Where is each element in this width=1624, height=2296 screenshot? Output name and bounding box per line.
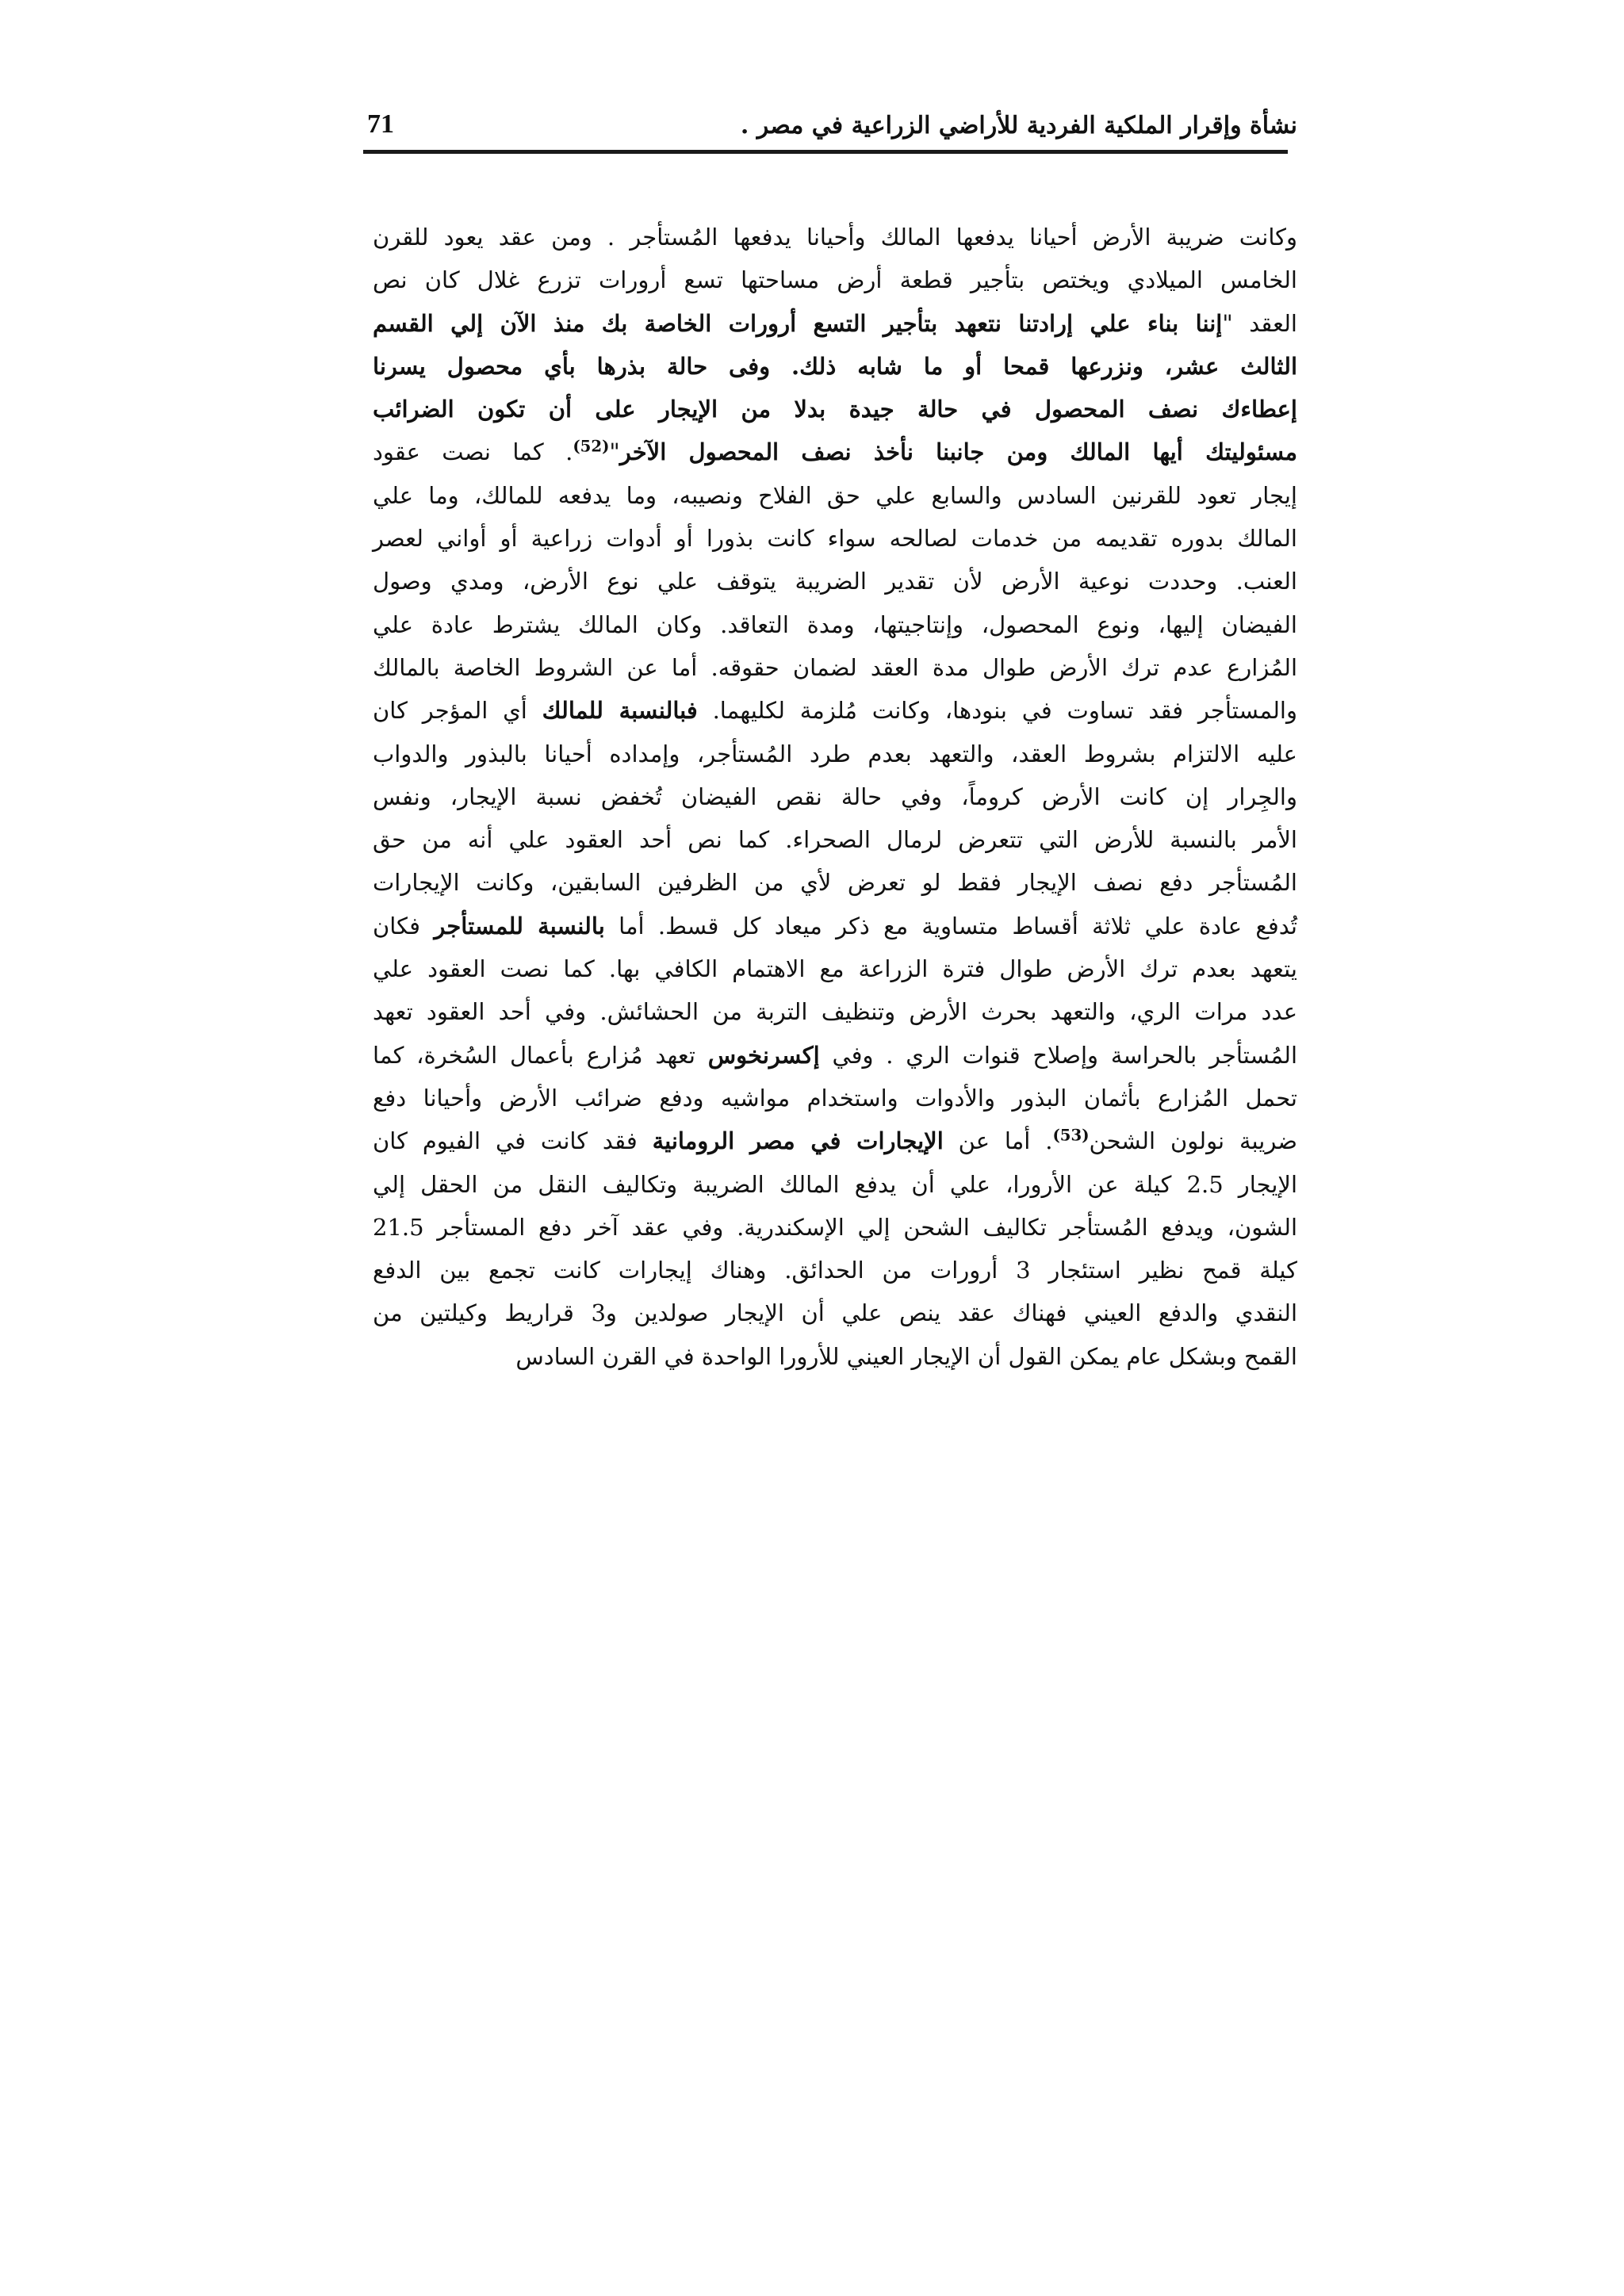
text-line: الأمر بالنسبة للأرض التي تتعرض لرمال الصحراء. كما نص أحد العقود علي أنه من حق [373, 826, 1297, 854]
text-line: القمح وبشكل عام يمكن القول أن الإيجار العيني للأرورا الواحدة في القرن السادس [515, 1342, 1297, 1370]
text-line: الإيجار 2.5 كيلة عن الأرورا، علي أن يدفع المالك الضريبة وتكاليف النقل من الحقل إلي [373, 1170, 1297, 1198]
text-line: والجِرار إن كانت الأرض كروماً، وفي حالة نقص الفيضان تُخفض نسبة الإيجار، ونفس [373, 783, 1297, 810]
text-line: يتعهد بعدم ترك الأرض طوال فترة الزراعة مع الاهتمام الكافي بها. كما نصت العقود علي [373, 955, 1297, 983]
text-run: ضريبة نولون الشحن [1089, 1127, 1297, 1155]
emphasis-text: الإيجارات في مصر الرومانية [652, 1127, 944, 1155]
text-line: الخامس الميلادي ويختص بتأجير قطعة أرض مساحتها تسع أرورات تزرع غلال كان نص [373, 266, 1297, 294]
text-run: والمستأجر فقد تساوت في بنودها، وكانت مُلزمة لكليهما. [697, 697, 1297, 725]
emphasis-text: إكسرنخوس [707, 1041, 820, 1069]
text-line: المُستأجر دفع نصف الإيجار فقط لو تعرض لأي من الظرفين السابقين، وكانت الإيجارات [373, 869, 1297, 897]
quoted-contract-text: إعطاءك نصف المحصول في حالة جيدة بدلا من الإيجار على أن تكون الضرائب [373, 396, 1297, 423]
text-line: العنب. وحددت نوعية الأرض لأن تقدير الضريبة يتوقف علي نوع الأرض، ومدي وصول [373, 568, 1297, 595]
text-line: عليه الالتزام بشروط العقد، والتعهد بعدم طرد المُستأجر، وإمداده أحيانا بالبذور والدواب [373, 740, 1297, 767]
text-line: المالك بدوره تقديمه من خدمات لصالحه سواء كانت بذورا أو أدوات زراعية أو أواني لعصر [373, 525, 1297, 553]
text-line: تحمل المُزارع بأثمان البذور والأدوات واستخدام مواشيه ودفع ضرائب الأرض وأحيانا دفع [373, 1084, 1297, 1112]
emphasis-text: فبالنسبة للمالك [542, 697, 698, 725]
quoted-contract-text: الثالث عشر، ونزرعها قمحا أو ما شابه ذلك. وفى حالة بذرها بأي محصول يسرنا [373, 352, 1297, 380]
text-line: الفيضان إليها، ونوع المحصول، وإنتاجيتها، ومدة التعاقد. وكان المالك يشترط عادة علي [373, 610, 1297, 638]
text-run: فكان [373, 912, 435, 939]
text-run: العقد " [1222, 309, 1297, 337]
header-divider [363, 150, 1288, 154]
text-line: المُزارع عدم ترك الأرض طوال مدة العقد لضمان حقوقه. أما عن الشروط الخاصة بالمالك [373, 653, 1297, 681]
page-number: 71 [367, 109, 394, 139]
text-line: وكانت ضريبة الأرض أحيانا يدفعها المالك وأحيانا يدفعها المُستأجر . ومن عقد يعود للقرن [373, 224, 1297, 251]
text-run: . أما عن [943, 1127, 1053, 1155]
text-run: فقد كانت في الفيوم كان [373, 1127, 653, 1155]
footnote-ref: (52) [573, 436, 610, 456]
text-run: أي المؤجر كان [373, 697, 542, 725]
quoted-contract-text: مسئوليتك أيها المالك ومن جانبنا نأخذ نصف المحصول الآخر [619, 438, 1297, 466]
running-title: نشأة وإقرار الملكية الفردية للأراضي الزراعية في مصر . [740, 112, 1297, 140]
text-run: تُدفع عادة علي ثلاثة أقساط متساوية مع ذكر ميعاد كل قسط. أما [604, 912, 1297, 939]
closing-quote: " [609, 438, 620, 466]
text-line: الشون، ويدفع المُستأجر تكاليف الشحن إلي الإسكندرية. وفي عقد آخر دفع المستأجر 21.5 [373, 1213, 1297, 1241]
footnote-ref: (53) [1052, 1125, 1090, 1145]
text-run: المُستأجر بالحراسة وإصلاح قنوات الري . وفي [819, 1041, 1297, 1069]
emphasis-text: بالنسبة للمستأجر [434, 912, 605, 939]
text-line: كيلة قمح نظير استئجار 3 أرورات من الحدائق. وهناك إيجارات كانت تجمع بين الدفع [373, 1257, 1297, 1284]
text-run: تعهد مُزارع بأعمال السُخرة، كما [373, 1041, 708, 1069]
text-line: النقدي والدفع العيني فهناك عقد ينص علي أن الإيجار صولدين و3 قراريط وكيلتين من [373, 1299, 1298, 1327]
text-line [373, 1119, 1297, 1162]
text-line [373, 905, 1297, 947]
text-line [373, 689, 1297, 732]
quoted-contract-text: إننا بناء علي إرادتنا نتعهد بتأجير التسع أرورات الخاصة بك منذ الآن إلي القسم [373, 309, 1223, 337]
text-run: . كما نصت عقود [373, 438, 573, 466]
text-line [373, 430, 1297, 473]
text-line: إيجار تعود للقرنين السادس والسابع علي حق الفلاح ونصيبه، وما يدفعه للمالك، وما علي [373, 481, 1297, 509]
text-line: عدد مرات الري، والتعهد بحرث الأرض وتنظيف التربة من الحشائش. وفي أحد العقود تعهد [373, 998, 1297, 1026]
text-line [373, 1034, 1297, 1077]
text-line [373, 302, 1297, 345]
body-paragraph [373, 216, 1297, 1378]
